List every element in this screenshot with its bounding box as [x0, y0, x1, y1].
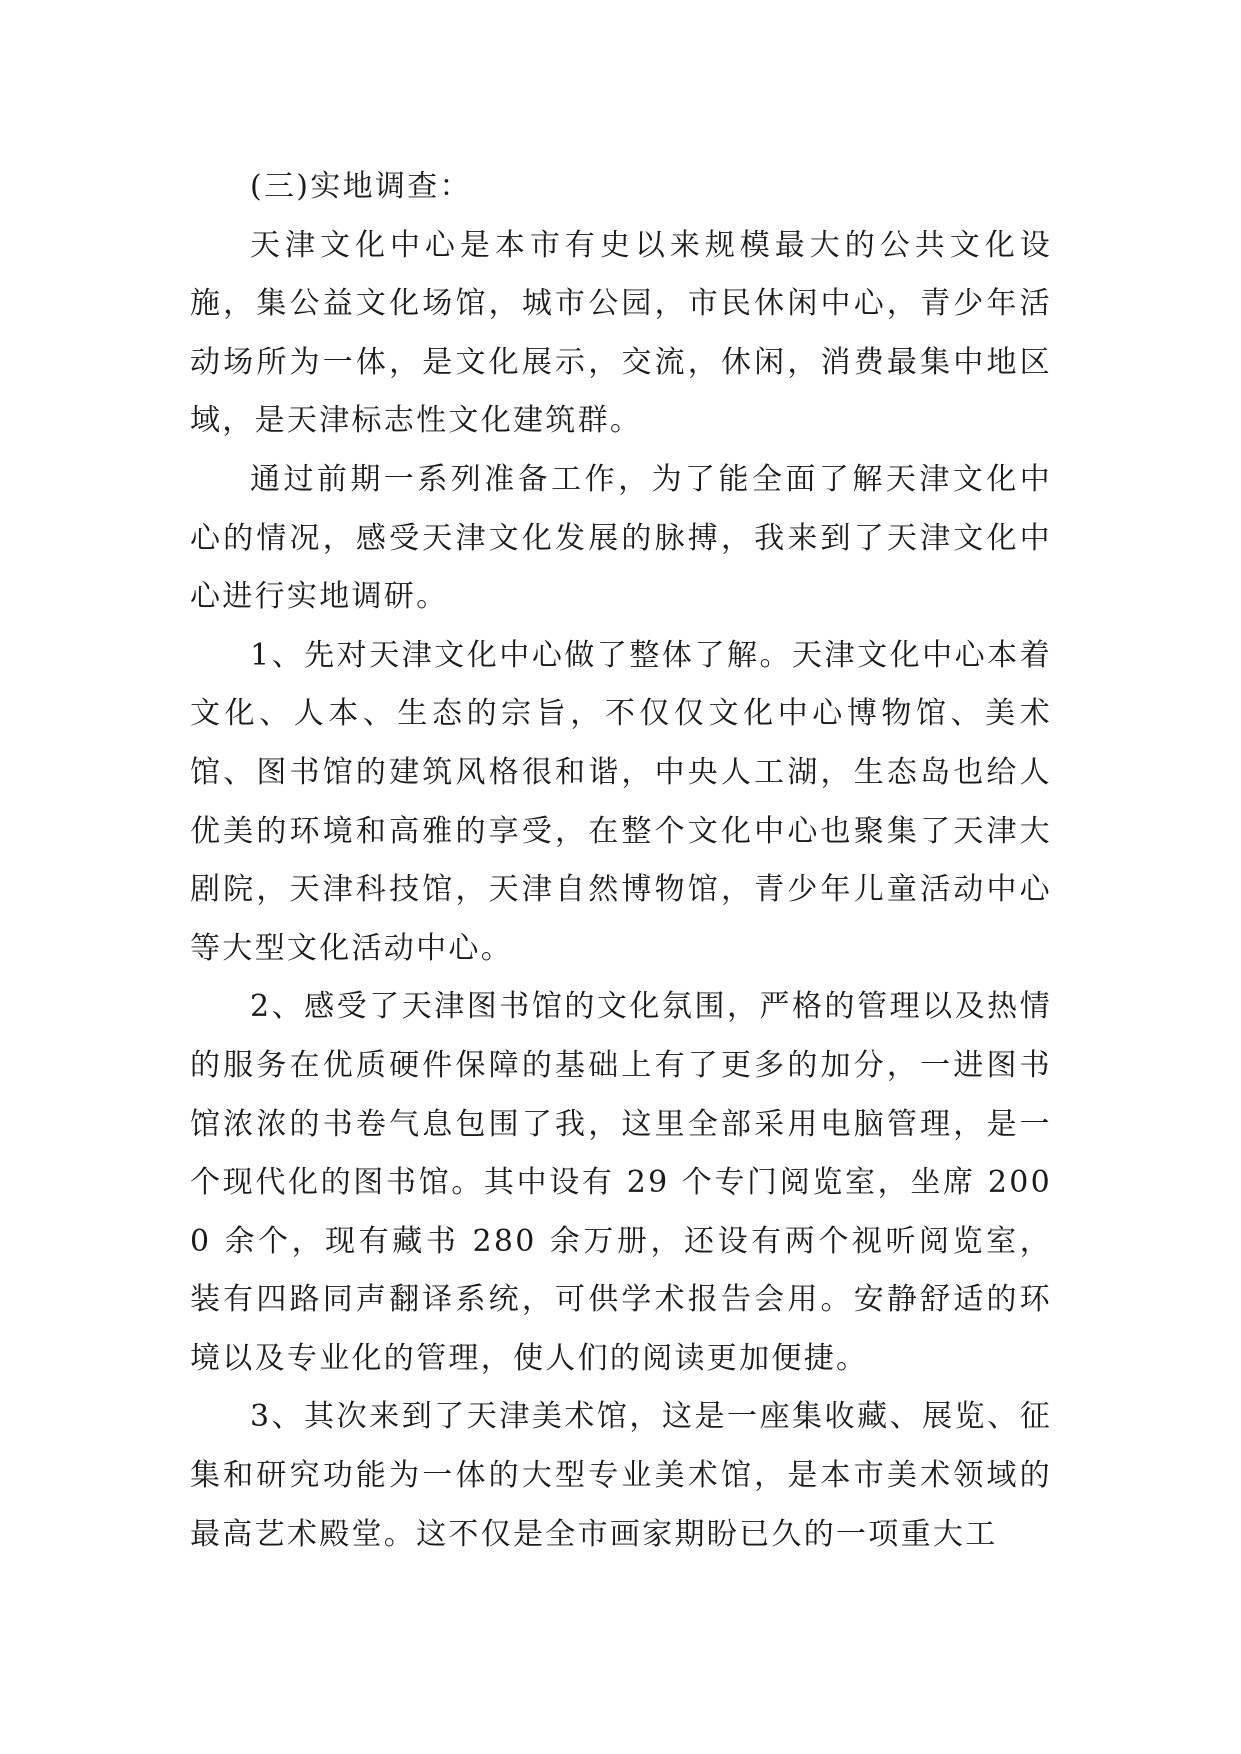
document-body — [190, 158, 1052, 1564]
paragraph-culture-center-intro: 天津文化中心是本市有史以来规模最大的公共文化设施，集公益文化场馆，城市公园，市民休闲中心，青少年活动场所为一体，是文化展示，交流，休闲，消费最集中地区域，是天津标志性文化建筑群。 — [190, 227, 1052, 439]
paragraph-item-1-overview: 1、先对天津文化中心做了整体了解。天津文化中心本着文化、人本、生态的宗旨，不仅仅文化中心博物馆、美术馆、图书馆的建筑风格很和谐，中央人工湖，生态岛也给人优美的环境和高雅的享受，在整个文化中心也聚集了天津大剧院，天津科技馆，天津自然博物馆，青少年儿童活动中心等大型文化活动中心。 — [190, 637, 1052, 966]
section-heading: (三)实地调查： — [250, 169, 472, 204]
paragraph-preparation: 通过前期一系列准备工作，为了能全面了解天津文化中心的情况，感受天津文化发展的脉搏，我来到了天津文化中心进行实地调研。 — [190, 461, 1052, 615]
paragraph-item-3-art-museum: 3、其次来到了天津美术馆，这是一座集收藏、展览、征集和研究功能为一体的大型专业美术馆，是本市美术领域的最高艺术殿堂。这不仅是全市画家期盼已久的一项重大工 — [190, 1399, 1052, 1552]
paragraph-item-2-library: 2、感受了天津图书馆的文化氛围，严格的管理以及热情的服务在优质硬件保障的基础上有了更多的加分，一进图书馆浓浓的书卷气息包围了我，这里全部采用电脑管理，是一个现代化的图书馆。其中设有 29 个专门阅览室，坐席 2000 余个，现有藏书 280 余万册，还设有两个视听阅览室，装有四路同声翻译系统，可供学术报告会用。安静舒适的环境以及专业化的管理，使人们的阅读更加便捷。 — [190, 989, 1052, 1376]
